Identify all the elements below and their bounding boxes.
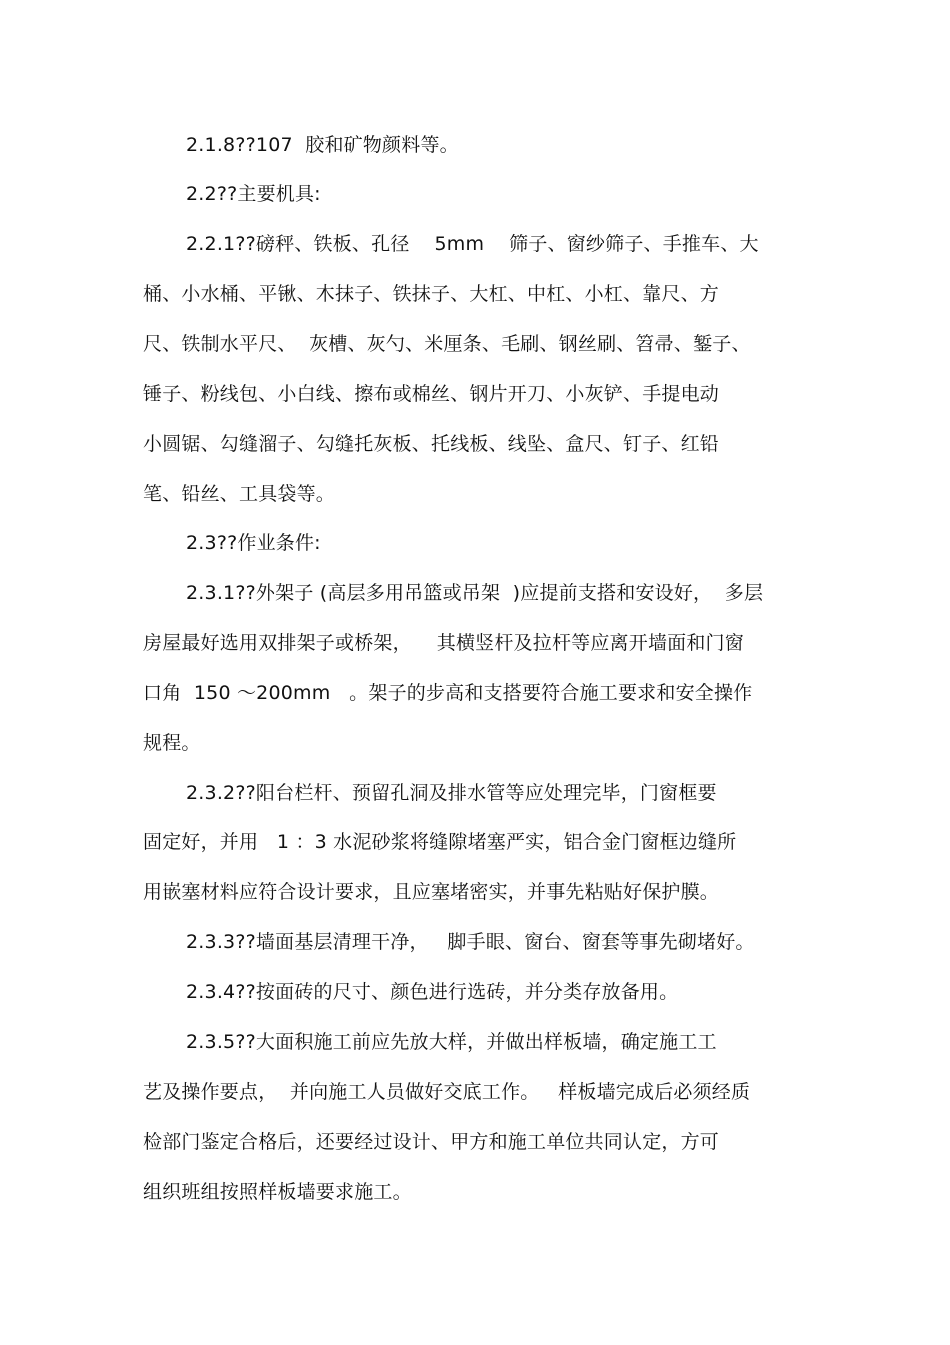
paragraph-2-3-5-line-1: 2.3.5??大面积施工前应先放大样，并做出样板墙，确定施工工 — [186, 1031, 717, 1053]
paragraph-2-2-1-line-4: 锤子、粉线包、小白线、擦布或棉丝、钢片开刀、小灰铲、手提电动 — [143, 383, 720, 405]
paragraph-2-3-1-line-2: 房屋最好选用双排架子或桥架， 其横竖杆及拉杆等应离开墙面和门窗 — [143, 632, 744, 654]
heading-2-3: 2.3??作业条件: — [186, 532, 321, 554]
paragraph-2-3-5-line-4: 组织班组按照样板墙要求施工。 — [143, 1181, 412, 1203]
paragraph-2-3-3: 2.3.3??墙面基层清理干净， 脚手眼、窗台、窗套等事先砌堵好。 — [186, 931, 755, 953]
paragraph-2-2-1-line-5: 小圆锯、勾缝溜子、勾缝托灰板、托线板、线坠、盒尺、钉子、红铅 — [143, 433, 720, 455]
heading-2-2: 2.2??主要机具: — [186, 183, 321, 205]
paragraph-2-2-1-line-1: 2.2.1??磅秤、铁板、孔径 5mm 筛子、窗纱筛子、手推车、大 — [186, 233, 759, 255]
paragraph-2-3-4: 2.3.4??按面砖的尺寸、颜色进行选砖，并分类存放备用。 — [186, 981, 679, 1003]
paragraph-2-3-1-line-4: 规程。 — [143, 732, 201, 754]
paragraph-2-3-5-line-2: 艺及操作要点， 并向施工人员做好交底工作。 样板墙完成后必须经质 — [143, 1081, 751, 1103]
paragraph-2-2-1-line-3: 尺、铁制水平尺、 灰槽、灰勺、米厘条、毛刷、钢丝刷、笤帚、錾子、 — [143, 333, 751, 355]
paragraph-2-3-5-line-3: 检部门鉴定合格后，还要经过设计、甲方和施工单位共同认定，方可 — [143, 1131, 720, 1153]
paragraph-2-3-1-line-1: 2.3.1??外架子 (高层多用吊篮或吊架 )应提前支搭和安设好， 多层 — [186, 582, 764, 604]
paragraph-2-2-1-line-2: 桶、小水桶、平锹、木抹子、铁抹子、大杠、中杠、小杠、靠尺、方 — [143, 283, 720, 305]
paragraph-2-3-2-line-3: 用嵌塞材料应符合设计要求，且应塞堵密实，并事先粘贴好保护膜。 — [143, 881, 720, 903]
paragraph-2-2-1-line-6: 笔、铅丝、工具袋等。 — [143, 483, 336, 505]
paragraph-2-3-2-line-1: 2.3.2??阳台栏杆、预留孔洞及排水管等应处理完毕，门窗框要 — [186, 782, 717, 804]
paragraph-2-1-8: 2.1.8??107 胶和矿物颜料等。 — [186, 134, 459, 156]
paragraph-2-3-1-line-3: 口角 150 ～200mm 。架子的步高和支搭要符合施工要求和安全操作 — [143, 682, 753, 704]
paragraph-2-3-2-line-2: 固定好，并用 1 ：3 水泥砂浆将缝隙堵塞严实，铝合金门窗框边缝所 — [143, 831, 737, 853]
